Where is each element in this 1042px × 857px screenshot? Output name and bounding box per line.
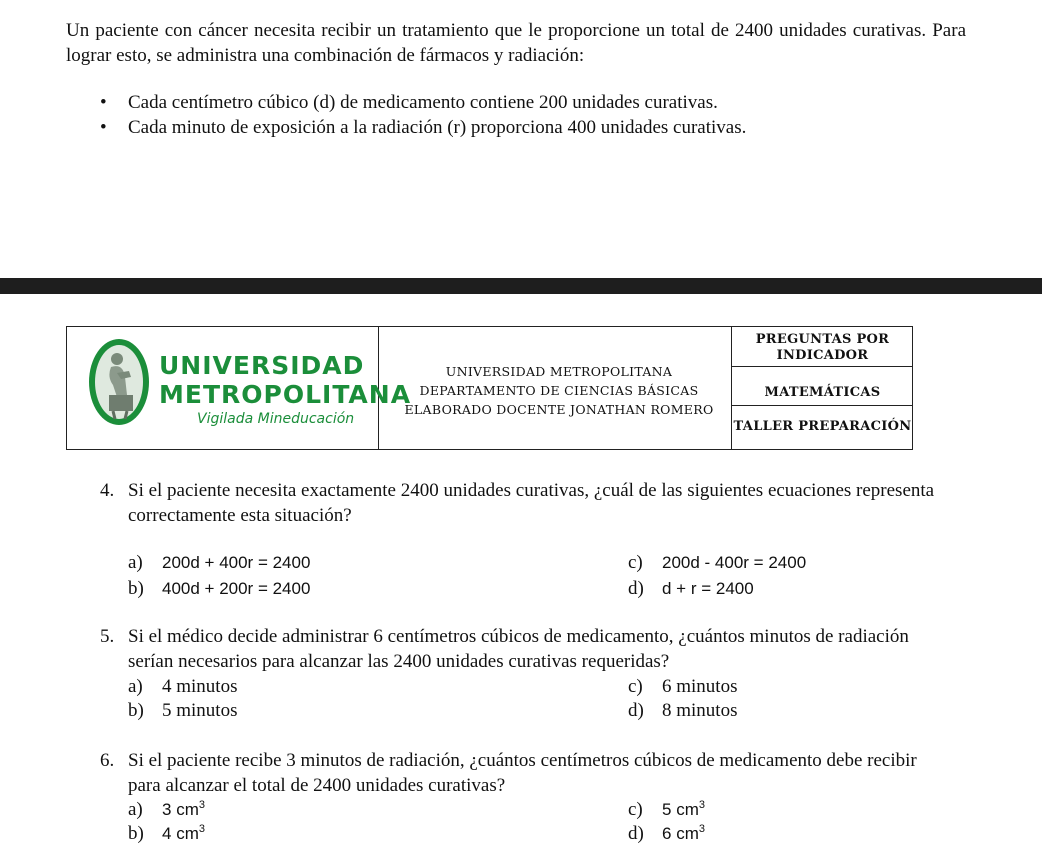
option-label: c) [628,552,643,573]
option-a[interactable] [128,798,205,822]
cell-divider [732,405,913,406]
option-text: 200d - 400r = 2400 [662,553,807,572]
logo-text-vigilada: Vigilada Mineducación [197,411,355,427]
option-unit: cm [676,824,699,843]
question-number: 6. [100,750,115,771]
bullet-item: • Cada centímetro cúbico (d) de medicamento contiene 200 unidades curativas. [100,90,746,115]
option-unit: cm [676,800,699,819]
option-value: 5 [662,800,672,819]
question-stem: Si el paciente necesita exactamente 2400 unidades curativas, ¿cuál de las siguientes ecuaciones representa correctamente esta situación? [128,480,935,526]
option-d[interactable] [628,822,705,846]
option-label: a) [128,799,143,820]
option-d[interactable] [628,699,737,723]
option-label: b) [128,823,144,844]
option-exponent: 3 [198,823,205,835]
option-label: a) [128,552,143,573]
question-6 [100,748,950,798]
option-c[interactable] [628,551,806,575]
option-value: 6 [662,824,672,843]
option-label: b) [128,700,144,721]
question-number: 4. [100,480,115,501]
option-value: 3 [162,800,172,819]
indicator-title-line1: PREGUNTAS POR [755,332,890,347]
bullet-item: • Cada minuto de exposición a la radiación (r) proporciona 400 unidades curativas. [100,115,746,140]
intro-bullet-list [100,90,746,140]
option-exponent: 3 [698,823,705,835]
option-d[interactable] [628,577,754,601]
option-c[interactable] [628,675,737,699]
option-text: 8 minutos [662,700,738,721]
option-b[interactable] [128,822,205,846]
indicator-title-line2: INDICADOR [776,348,869,363]
workshop-label: TALLER PREPARACIÓN [733,419,912,434]
page-divider-bar [0,278,1042,294]
option-exponent: 3 [698,799,705,811]
institution-name: UNIVERSIDAD METROPOLITANA [445,364,673,379]
option-label: b) [128,578,144,599]
option-label: c) [628,799,643,820]
option-text: 400d + 200r = 2400 [162,579,311,598]
question-number: 5. [100,626,115,647]
question-5 [100,624,950,674]
logo-text-universidad: UNIVERSIDAD [159,351,365,380]
option-label: d) [628,578,644,599]
cell-divider [732,366,913,367]
subject-label: MATEMÁTICAS [764,385,881,400]
option-unit: cm [176,800,199,819]
option-label: a) [128,676,143,697]
thinker-statue-icon [87,337,151,427]
option-text: d + r = 2400 [662,579,754,598]
department-name: DEPARTAMENTO DE CIENCIAS BÁSICAS [419,383,699,398]
option-c[interactable] [628,798,705,822]
header-indicator-cells [731,327,913,449]
option-b[interactable] [128,699,237,723]
option-label: d) [628,700,644,721]
header-institution-info [379,327,739,449]
university-logo [67,327,412,449]
option-a[interactable] [128,675,237,699]
question-stem: Si el médico decide administrar 6 centímetros cúbicos de medicamento, ¿cuántos minutos de radiación serían necesarios para alcanzar las 2400 unidades curativas requeridas? [128,626,909,672]
document-header [66,326,913,450]
question-stem: Si el paciente recibe 3 minutos de radiación, ¿cuántos centímetros cúbicos de medicamento debe recibir para alcanzar el total de 2400 unidades curativas? [128,750,917,796]
option-b[interactable] [128,577,310,601]
author-line: ELABORADO DOCENTE JONATHAN ROMERO [404,402,714,417]
option-text: 200d + 400r = 2400 [162,553,311,572]
option-text: 4 minutos [162,676,238,697]
option-text: 5 minutos [162,700,238,721]
option-a[interactable] [128,551,310,575]
option-unit: cm [176,824,199,843]
intro-paragraph: Un paciente con cáncer necesita recibir un tratamiento que le proporcione un total de 2400 unidades curativas. Para lograr esto, se administra una combinación de fármacos y radiación: [66,20,966,66]
question-4 [100,478,950,528]
option-label: d) [628,823,644,844]
option-label: c) [628,676,643,697]
option-exponent: 3 [198,799,205,811]
option-value: 4 [162,824,172,843]
logo-text-metropolitana: METROPOLITANA [159,380,412,409]
option-text: 6 minutos [662,676,738,697]
